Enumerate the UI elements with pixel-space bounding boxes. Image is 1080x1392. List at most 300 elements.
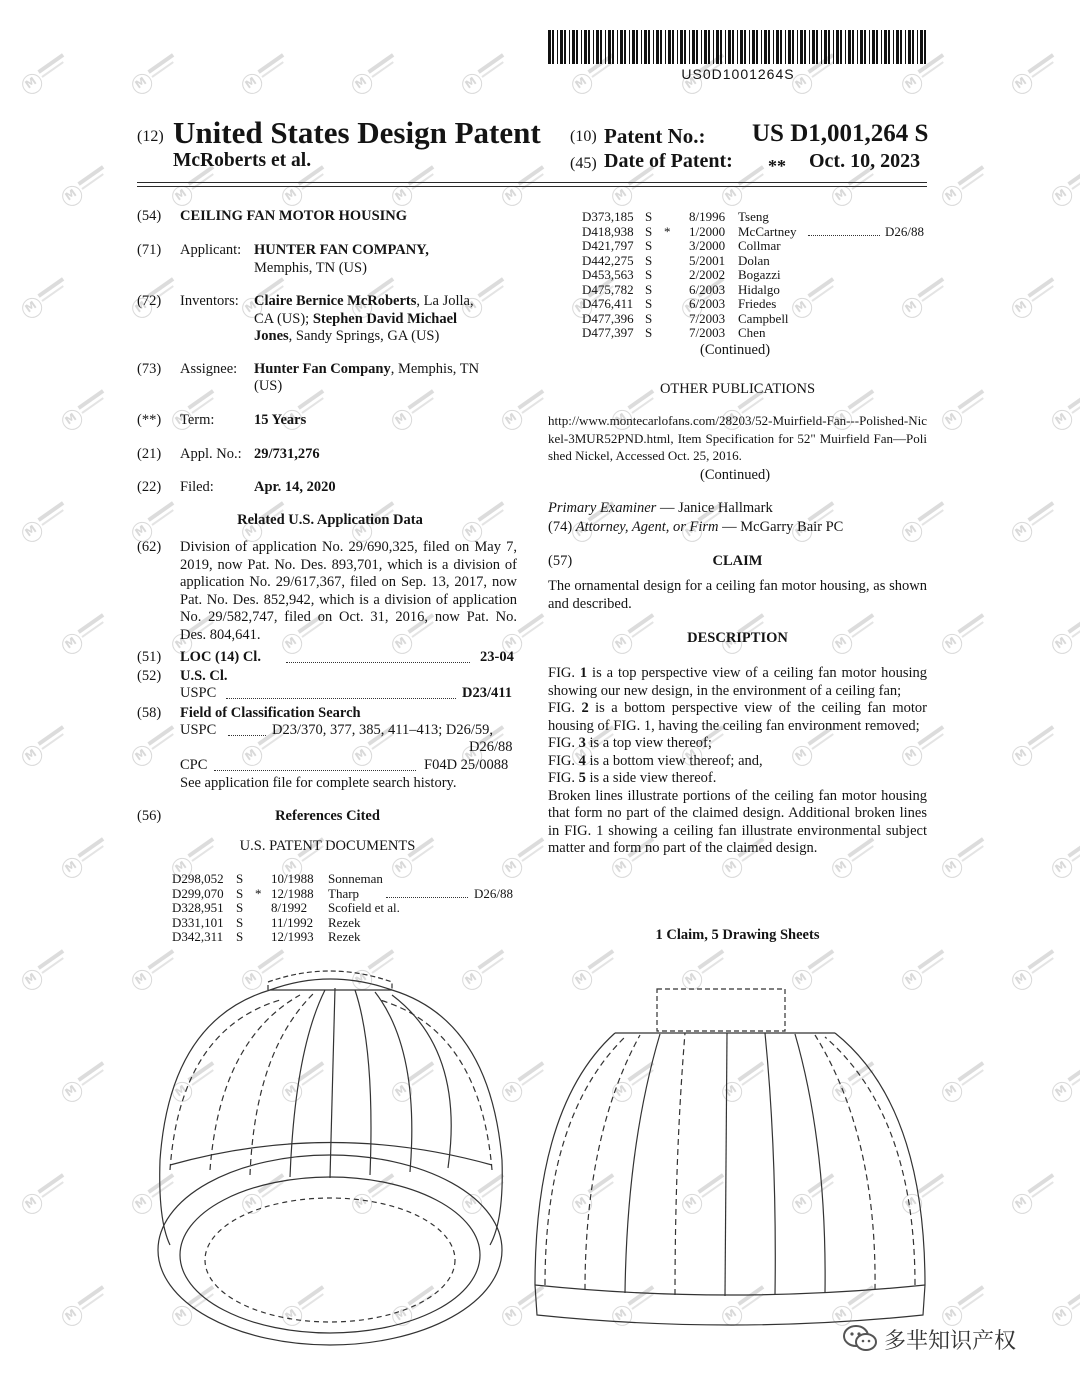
term-value: 15 Years — [254, 412, 307, 428]
assignee-line-1 — [254, 361, 479, 378]
reference-date: 7/2003 — [689, 325, 726, 340]
watermark-logo-icon — [51, 382, 112, 443]
barcode-bar — [776, 30, 779, 64]
reference-kind: S — [236, 900, 244, 915]
term-label: Term: — [180, 412, 215, 428]
patent-date: Oct. 10, 2023 — [809, 150, 921, 172]
patent-number: US D1,001,264 S — [752, 120, 929, 147]
barcode-bar — [629, 30, 630, 64]
barcode-bar — [773, 30, 774, 64]
reference-name: Friedes — [738, 296, 777, 311]
reference-number: D477,396 — [582, 310, 634, 326]
search-uspc-label: USPC — [180, 722, 217, 738]
watermark-logo-icon — [931, 158, 992, 219]
barcode-bar — [833, 30, 834, 64]
inventor-2-name: Stephen David Michael — [312, 311, 458, 327]
barcode-bar — [812, 30, 815, 64]
figure-text: is a top perspective view of a ceiling fan motor housing showing our new design, in the environment of a ceiling fan; — [548, 665, 927, 699]
barcode-bar — [888, 30, 890, 64]
uspc-value: D23/411 — [462, 685, 512, 701]
figure-number: 4 — [578, 752, 586, 769]
watermark-logo-icon — [451, 46, 512, 107]
barcode-bar — [749, 30, 750, 64]
reference-date: 11/1992 — [271, 914, 314, 930]
barcode-bar — [701, 30, 702, 64]
reference-number: D475,782 — [582, 281, 634, 297]
inventor-1-name: Claire Bernice McRoberts — [254, 293, 417, 309]
barcode-bar — [884, 30, 887, 64]
watermark-logo-icon — [11, 270, 72, 331]
watermark-logo-icon — [51, 1054, 112, 1115]
barcode-bar — [764, 30, 767, 64]
barcode-bar — [800, 30, 803, 64]
reference-number: D331,101 — [172, 914, 224, 930]
barcode-bar — [725, 30, 726, 64]
wechat-badge — [842, 1320, 1042, 1360]
uspc-leader — [226, 698, 456, 699]
watermark-logo-icon — [491, 382, 552, 443]
figure-description — [548, 665, 927, 700]
barcode-bar — [648, 30, 650, 64]
figure-text: is a top view thereof; — [585, 735, 712, 751]
us-docs-heading: U.S. PATENT DOCUMENTS — [239, 838, 416, 854]
reference-date: 10/1988 — [271, 871, 314, 886]
reference-number: D418,938 — [582, 223, 634, 239]
barcode — [548, 30, 928, 70]
barcode-bar — [720, 30, 722, 64]
barcode-bar — [560, 30, 563, 64]
watermark-logo-icon — [1001, 942, 1062, 1003]
header-rule-top — [137, 182, 927, 183]
watermark-logo-icon — [51, 606, 112, 667]
reference-name: Rezek — [328, 914, 361, 930]
barcode-bar — [744, 30, 746, 64]
barcode-bar — [845, 30, 846, 64]
reference-class: D26/88 — [474, 885, 513, 901]
barcode-bar — [636, 30, 638, 64]
barcode-bar — [672, 30, 674, 64]
figure-text: FIG. — [548, 735, 579, 751]
broken-lines-text: Broken lines illustrate portions of the ceiling fan motor housing that form no part of the claimed design. Additional broken lines in FIG. 1 showing a ceiling fan illustrate environmental subject matter and form no part of the claimed design. — [548, 787, 927, 856]
barcode-bar — [740, 30, 743, 64]
barcode-bar — [608, 30, 611, 64]
inventors-label: Inventors: — [180, 293, 239, 309]
watermark-logo-icon — [381, 382, 442, 443]
barcode-bar — [864, 30, 866, 64]
reference-date: 3/2000 — [689, 238, 726, 253]
figure-description — [548, 753, 927, 771]
barcode-bar — [869, 30, 870, 64]
barcode-bar — [620, 30, 623, 64]
barcode-bar — [908, 30, 911, 64]
us-cl-label: U.S. Cl. — [180, 668, 228, 684]
date-stars: ** — [768, 156, 786, 176]
reference-number: D298,052 — [172, 871, 224, 886]
watermark-logo-icon — [1001, 718, 1062, 779]
reference-number: D477,397 — [582, 325, 634, 340]
field-62-code: (62) — [137, 539, 162, 555]
reference-kind: S — [645, 238, 653, 253]
barcode-bar — [713, 30, 714, 64]
barcode-bar — [788, 30, 791, 64]
barcode-bar — [920, 30, 923, 64]
figure-text: FIG. — [548, 665, 580, 681]
barcode-bar — [860, 30, 863, 64]
barcode-bar — [696, 30, 698, 64]
reference-kind: S — [236, 871, 244, 886]
barcode-bar — [756, 30, 758, 64]
figure-description — [548, 735, 927, 753]
reference-kind: S — [236, 929, 244, 944]
filed-value: Apr. 14, 2020 — [254, 479, 336, 495]
appl-no-value: 29/731,276 — [254, 446, 320, 462]
barcode-bar — [872, 30, 875, 64]
watermark-logo-icon — [341, 46, 402, 107]
reference-number: D476,411 — [582, 296, 634, 311]
attorney-line — [548, 519, 843, 536]
barcode-bar — [564, 30, 566, 64]
examiner-label: Primary Examiner — [548, 500, 657, 516]
barcode-bar — [852, 30, 854, 64]
figure-text: is a bottom view thereof; and, — [585, 752, 763, 769]
field-71-code: (71) — [137, 242, 162, 258]
watermark-logo-icon — [891, 270, 952, 331]
watermark-logo-icon — [11, 1166, 72, 1227]
barcode-bar — [893, 30, 894, 64]
barcode-bar — [785, 30, 786, 64]
figure-text: FIG. — [548, 700, 582, 716]
barcode-bar — [797, 30, 798, 64]
continued-1: (Continued) — [700, 342, 771, 358]
inventor-line-2 — [254, 311, 457, 328]
barcode-bar — [557, 30, 558, 64]
description-body — [548, 665, 927, 858]
claim-text: The ornamental design for a ceiling fan motor housing, as shown and described. — [548, 578, 927, 612]
inventor-1-state: CA (US); — [254, 311, 313, 327]
barcode-bar — [840, 30, 842, 64]
search-uspc-value-2: D26/88 — [469, 739, 513, 755]
reference-number: D373,185 — [582, 209, 634, 224]
barcode-bar — [704, 30, 707, 64]
reference-date: 8/1996 — [689, 209, 726, 224]
search-uspc-value: D23/370, 377, 385, 411–413; D26/59, — [272, 722, 493, 738]
barcode-bar — [917, 30, 918, 64]
reference-date: 5/2001 — [689, 252, 726, 268]
applicant-location: Memphis, TN (US) — [254, 260, 367, 276]
assignee-name: Hunter Fan Company — [254, 361, 391, 377]
barcode-bar — [752, 30, 755, 64]
barcode-bar — [581, 30, 582, 64]
figure-number: 2 — [581, 700, 589, 716]
barcode-bar — [848, 30, 851, 64]
barcode-bar — [780, 30, 782, 64]
reference-name: McCartney — [738, 223, 797, 239]
reference-name: Dolan — [738, 252, 770, 268]
watermark-logo-icon — [11, 718, 72, 779]
reference-date: 8/1992 — [271, 900, 308, 915]
barcode-bar — [624, 30, 626, 64]
figure-description — [548, 700, 927, 735]
reference-date: 2/2002 — [689, 267, 726, 282]
barcode-bar — [668, 30, 671, 64]
barcode-bar — [924, 30, 926, 64]
inventor-1-loc: , La Jolla, — [416, 293, 474, 309]
barcode-bar — [641, 30, 642, 64]
barcode-bar — [569, 30, 570, 64]
field-51-code: (51) — [137, 649, 162, 665]
inventors-short: McRoberts et al. — [173, 150, 312, 171]
reference-class: D26/88 — [885, 223, 924, 239]
attorney-name: — McGarry Bair PC — [718, 519, 844, 535]
header-rule-bottom — [137, 186, 927, 187]
field-22-code: (22) — [137, 479, 162, 495]
code-45: (45) — [570, 155, 597, 172]
watermark-logo-icon — [1041, 830, 1080, 891]
barcode-bar — [588, 30, 590, 64]
barcode-bar — [584, 30, 587, 64]
assignee-loc: , Memphis, TN — [390, 361, 480, 377]
description-heading: DESCRIPTION — [687, 630, 788, 646]
watermark-logo-icon — [231, 46, 292, 107]
division-text: Division of application No. 29/690,325, filed on May 7, 2019, now Pat. No. Des. 893,701, which is a division of application No. 29/617,367, filed on Sep. 13, 2017, now Pat. No. Des. 852,942, which is a division of application No. 29/582,747, filed on Oct. 31, 2016, now Pat. No. Des. 804,641. — [180, 539, 517, 643]
reference-kind: S — [645, 252, 653, 268]
claims-sheets-count: 1 Claim, 5 Drawing Sheets — [655, 927, 820, 943]
barcode-bar — [548, 30, 551, 64]
reference-number: D328,951 — [172, 900, 224, 915]
barcode-bar — [792, 30, 794, 64]
reference-name: Hidalgo — [738, 281, 780, 297]
reference-kind: S — [236, 914, 244, 930]
reference-name: Scofield et al. — [328, 900, 400, 915]
barcode-bar — [824, 30, 827, 64]
reference-name: Tharp — [328, 885, 360, 901]
filed-label: Filed: — [180, 479, 214, 495]
barcode-bar — [809, 30, 810, 64]
watermark-logo-icon — [51, 830, 112, 891]
reference-number: D453,563 — [582, 267, 634, 282]
reference-name: Rezek — [328, 929, 361, 944]
reference-leader — [386, 897, 468, 898]
watermark-logo-icon — [51, 1278, 112, 1339]
field-57-code: (57) — [548, 553, 573, 569]
applicant-label: Applicant: — [180, 242, 242, 258]
barcode-bar — [576, 30, 578, 64]
watermark-logo-icon — [11, 942, 72, 1003]
wechat-account-name: 多芈知识产权 — [884, 1329, 1017, 1354]
watermark-logo-icon — [931, 382, 992, 443]
barcode-bar — [632, 30, 635, 64]
figure-text: FIG. — [548, 770, 579, 786]
inventor-2-loc: , Sandy Springs, GA (US) — [288, 328, 440, 344]
field-52-code: (52) — [137, 668, 162, 684]
other-publications-text: http://www.montecarlofans.com/28203/52-Muirfield-Fan---Polished-Nickel-3MUR52PND.html, Item Specification for 52" Muirfield Fan—Polished Nickel, Accessed Oct. 25, 2016. — [548, 413, 927, 463]
cpc-label: CPC — [180, 757, 208, 773]
figure-number: 3 — [578, 735, 586, 751]
field-56-code: (56) — [137, 808, 162, 824]
reference-name: Campbell — [738, 310, 789, 326]
barcode-bar — [900, 30, 902, 64]
barcode-bar — [761, 30, 762, 64]
field-72-code: (72) — [137, 293, 162, 309]
reference-number: D421,797 — [582, 238, 634, 253]
watermark-logo-icon — [491, 830, 552, 891]
inventor-2-surname: Jones — [254, 328, 289, 344]
reference-star: * — [255, 885, 262, 901]
reference-date: 1/2000 — [689, 223, 726, 239]
code-10: (10) — [570, 128, 597, 145]
barcode-bar — [857, 30, 858, 64]
watermark-logo-icon — [1001, 1166, 1062, 1227]
barcode-bar — [804, 30, 806, 64]
reference-date: 12/1988 — [271, 885, 314, 901]
barcode-bar — [660, 30, 662, 64]
watermark-logo-icon — [121, 718, 182, 779]
field-21-code: (21) — [137, 446, 162, 462]
watermark-logo-icon — [1001, 494, 1062, 555]
references-heading: References Cited — [275, 808, 380, 824]
watermark-logo-icon — [931, 830, 992, 891]
barcode-bar — [665, 30, 666, 64]
appl-no-label: Appl. No.: — [180, 446, 242, 462]
watermark-logo-icon — [1041, 606, 1080, 667]
reference-kind: S — [645, 267, 653, 282]
watermark-logo-icon — [491, 158, 552, 219]
fig-1-housing-drawing — [130, 960, 530, 1370]
barcode-bar — [596, 30, 599, 64]
document-title: United States Design Patent — [173, 115, 541, 150]
reference-date: 12/1993 — [271, 929, 314, 944]
reference-name: Bogazzi — [738, 267, 781, 282]
reference-name: Sonneman — [328, 871, 383, 886]
barcode-bar — [677, 30, 678, 64]
reference-number: D442,275 — [582, 252, 634, 268]
barcode-bar — [732, 30, 734, 64]
watermark-logo-icon — [121, 46, 182, 107]
figure-text: FIG. — [548, 752, 579, 769]
reference-kind: S — [645, 296, 653, 311]
barcode-bar — [692, 30, 695, 64]
barcode-bar — [716, 30, 719, 64]
watermark-logo-icon — [11, 494, 72, 555]
figure-number: 5 — [578, 770, 586, 786]
related-heading: Related U.S. Application Data — [237, 512, 423, 528]
inventor-line-1 — [254, 293, 474, 310]
barcode-bar — [876, 30, 878, 64]
reference-kind: S — [236, 885, 244, 901]
cpc-value: F04D 25/0088 — [424, 757, 509, 773]
barcode-bar — [881, 30, 882, 64]
cpc-leader — [214, 770, 416, 771]
reference-name: Collmar — [738, 238, 781, 253]
reference-kind: S — [645, 310, 653, 326]
loc-leader — [286, 662, 470, 663]
examiner-name: — Janice Hallmark — [656, 500, 773, 516]
figure-text: is a bottom perspective view of the ceiling fan motor housing of FIG. 1, having the ceiling fan environment removed; — [548, 700, 927, 734]
wechat-icon — [842, 1324, 878, 1354]
watermark-logo-icon — [1041, 1054, 1080, 1115]
examiner-line — [548, 500, 773, 517]
barcode-bar — [612, 30, 614, 64]
figure-number: 1 — [579, 665, 588, 681]
reference-kind: S — [645, 223, 653, 239]
watermark-logo-icon — [781, 270, 842, 331]
watermark-logo-icon — [1001, 46, 1062, 107]
barcode-bar — [617, 30, 618, 64]
reference-number: D299,070 — [172, 885, 224, 901]
figure-description — [548, 770, 927, 788]
watermark-logo-icon — [1041, 382, 1080, 443]
field-54-code: (54) — [137, 208, 162, 224]
watermark-logo-icon — [891, 494, 952, 555]
barcode-bar — [708, 30, 710, 64]
search-field-label: Field of Classification Search — [180, 705, 361, 721]
field-73-code: (73) — [137, 361, 162, 377]
barcode-number: US0D1001264S — [681, 66, 795, 82]
assignee-label: Assignee: — [180, 361, 238, 377]
reference-kind: S — [645, 325, 653, 340]
barcode-bar — [828, 30, 830, 64]
barcode-bar — [593, 30, 594, 64]
barcode-bar — [905, 30, 906, 64]
barcode-bar — [605, 30, 606, 64]
barcode-bar — [600, 30, 602, 64]
figure-text: is a side view thereof. — [585, 770, 717, 786]
patent-no-label: Patent No.: — [604, 124, 706, 148]
reference-number: D342,311 — [172, 929, 224, 944]
barcode-bar — [836, 30, 839, 64]
watermark-logo-icon — [931, 606, 992, 667]
barcode-bar — [680, 30, 683, 64]
watermark-logo-icon — [1001, 270, 1062, 331]
inventor-line-3 — [254, 328, 439, 345]
code-12: (12) — [137, 128, 164, 145]
other-publications-heading: OTHER PUBLICATIONS — [659, 381, 816, 397]
barcode-bar — [572, 30, 575, 64]
reference-name: Chen — [738, 325, 766, 340]
continued-2: (Continued) — [700, 467, 771, 483]
reference-date: 6/2003 — [689, 296, 726, 311]
barcode-bar — [737, 30, 738, 64]
term-code: (**) — [137, 412, 162, 428]
barcode-bar — [689, 30, 690, 64]
reference-kind: S — [645, 281, 653, 297]
reference-date: 7/2003 — [689, 310, 726, 326]
loc-label: LOC (14) Cl. — [180, 649, 261, 665]
assignee-line-2: (US) — [254, 378, 283, 394]
barcode-bar — [768, 30, 770, 64]
claim-heading: CLAIM — [712, 553, 763, 569]
reference-star: * — [664, 223, 671, 239]
barcode-bar — [821, 30, 822, 64]
barcode-bar — [896, 30, 899, 64]
barcode-bar — [684, 30, 686, 64]
search-history-note: See application file for complete search history. — [180, 775, 457, 791]
reference-date: 6/2003 — [689, 281, 726, 297]
figure-descriptions — [548, 665, 927, 788]
attorney-label: Attorney, Agent, or Firm — [575, 519, 719, 535]
loc-value: 23-04 — [480, 649, 514, 665]
date-label: Date of Patent: — [604, 150, 733, 172]
fig-2-housing-drawing — [515, 985, 945, 1345]
uspc-label: USPC — [180, 685, 217, 701]
watermark-logo-icon — [1041, 1278, 1080, 1339]
barcode-bar — [552, 30, 554, 64]
barcode-bar — [656, 30, 659, 64]
reference-name: Tseng — [738, 209, 769, 224]
barcode-bar — [912, 30, 914, 64]
watermark-logo-icon — [51, 158, 112, 219]
design-title: CEILING FAN MOTOR HOUSING — [180, 208, 408, 224]
